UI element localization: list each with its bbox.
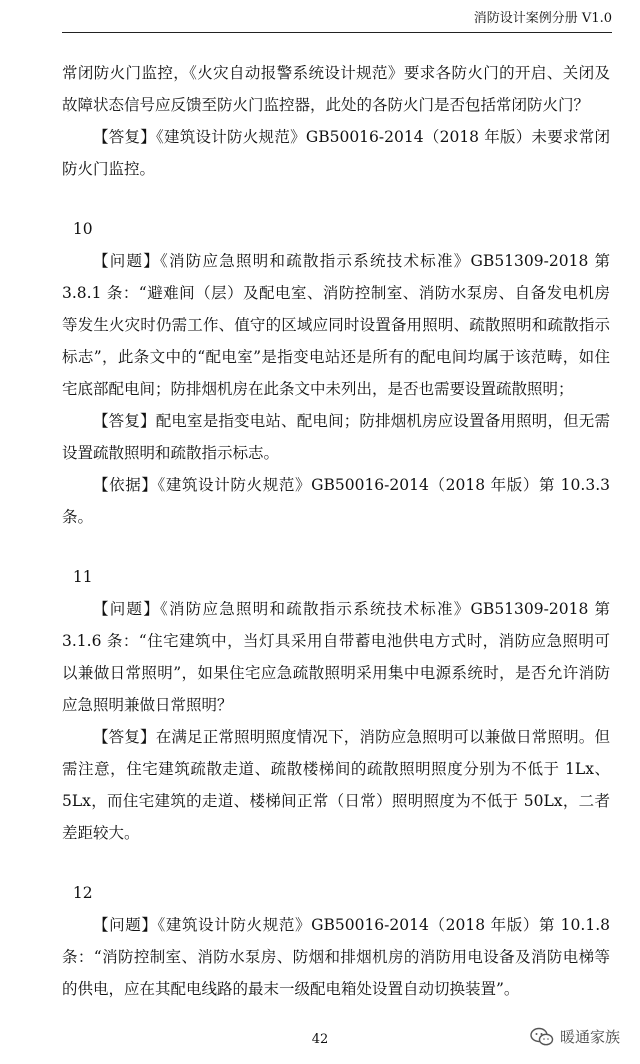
basis-tag: 【依据】 [93, 476, 158, 494]
question-text: 《建筑设计防火规范》GB50016-2014（2018 年版）第 10.1.8 条：“消防控制室、消防水泵房、防烟和排烟机房的消防用电设备及消防电梯等的供电，应在其配电线路的最末一级配电箱处设置自动切换装置”。 [62, 916, 610, 998]
watermark [530, 1026, 620, 1047]
answer-tag: 【答复】 [93, 728, 156, 746]
question-paragraph-11 [62, 593, 610, 721]
answer-text: 在满足正常照明照度情况下，消防应急照明可以兼做日常照明。但需注意，住宅建筑疏散走道、疏散楼梯间的疏散照明照度分别为不低于 1Lx、5Lx，而住宅建筑的走道、楼梯间正常（日常）照明照度为不低于 50Lx，二者差距较大。 [62, 728, 610, 842]
basis-paragraph-10 [62, 469, 610, 533]
paragraph-text: 常闭防火门监控，《火灾自动报警系统设计规范》要求各防火门的开启、关闭及故障状态信号应反馈至防火门监控器，此处的各防火门是否包括常闭防火门？ [62, 64, 610, 114]
answer-paragraph-10 [62, 405, 610, 469]
header-title: 消防设计案例分册 V1.0 [473, 11, 612, 26]
question-tag: 【问题】 [93, 252, 161, 270]
question-paragraph-12 [62, 909, 610, 1005]
item-number: 10 [72, 220, 93, 238]
document-body [62, 57, 610, 1005]
answer-paragraph-1 [62, 121, 610, 185]
basis-text: 《建筑设计防火规范》GB50016-2014（2018 年版）第 10.3.3 条。 [62, 476, 610, 526]
watermark-text: 暖通家族 [559, 1028, 620, 1046]
question-tag: 【问题】 [93, 600, 161, 618]
answer-tag: 【答复】 [93, 128, 157, 146]
answer-paragraph-11 [62, 721, 610, 849]
paragraph-1 [62, 57, 610, 121]
item-number: 12 [72, 884, 93, 902]
page-number-text: 42 [311, 1032, 329, 1047]
item-number: 11 [72, 568, 93, 586]
page-header [62, 8, 612, 33]
item-number-11 [62, 561, 610, 593]
wechat-icon [530, 1027, 554, 1047]
question-text: 《消防应急照明和疏散指示系统技术标准》GB51309-2018 第 3.8.1 条：“避难间（层）及配电室、消防控制室、消防水泵房、自备发电机房等发生火灾时仍需工作、值守的区域应同时设置备用照明、疏散照明和疏散指示标志”，此条文中的“配电室”是指变电站还是所有的配电间均属于该范畴，如住宅底部配电间；防排烟机房在此条文中未列出，是否也需要设置疏散照明； [62, 252, 610, 398]
item-number-12 [62, 877, 610, 909]
answer-text: 配电室是指变电站、配电间；防排烟机房应设置备用照明，但无需设置疏散照明和疏散指示标志。 [62, 412, 610, 462]
question-text: 《消防应急照明和疏散指示系统技术标准》GB51309-2018 第 3.1.6 条：“住宅建筑中，当灯具采用自带蓄电池供电方式时，消防应急照明可以兼做日常照明”，如果住宅应急疏散照明采用集中电源系统时，是否允许消防应急照明兼做日常照明？ [62, 600, 610, 714]
answer-tag: 【答复】 [93, 412, 156, 430]
question-paragraph-10 [62, 245, 610, 405]
question-tag: 【问题】 [93, 916, 158, 934]
answer-text: 《建筑设计防火规范》GB50016-2014（2018 年版）未要求常闭防火门监控。 [62, 128, 610, 178]
item-number-10 [62, 213, 610, 245]
